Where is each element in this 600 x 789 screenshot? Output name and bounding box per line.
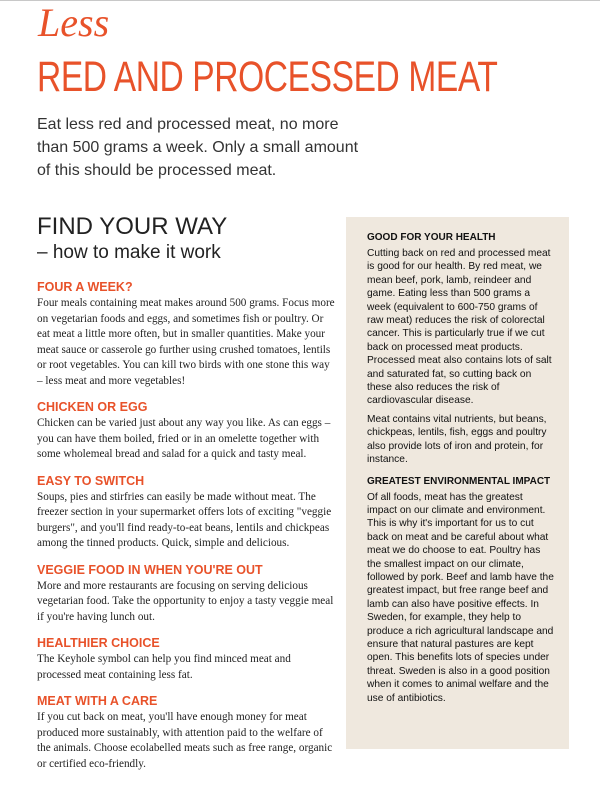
tip-chicken-or-egg — [37, 399, 335, 463]
tip-body: Four meals containing meat makes around 500 grams. Focus more on vegetarian foods and eggs, and sometimes fish or poultry. Or eat meat a little more often, but in smaller quantities. Make your meat sauce or casserole go further using crushed tomatoes, lentils or root vegetables. You can kill two birds with one stone this way – less meat and more vegetables! — [37, 297, 335, 387]
intro-text: Eat less red and processed meat, no more than 500 grams a week. Only a small amount of this should be processed meat. — [37, 116, 359, 179]
kicker: Less — [38, 0, 110, 45]
health-paragraph: Cutting back on red and processed meat is good for our health. By red meat, we mean beef, pork, lamb, reindeer and game. Eating less than 500 grams a week (equivalent to 600-750 grams of raw meat) reduces the risk of colorectal cancer. This is particularly true if we cut back on processed meat products. Processed meat also contains lots of salt and saturated fat, so cutting back on these also reduces the risk of cardiovascular disease. — [367, 248, 552, 407]
tip-title: VEGGIE FOOD IN WHEN YOU'RE OUT — [37, 562, 263, 577]
health-paragraph: Meat contains vital nutrients, but beans, chickpeas, lentils, fish, eggs and poultry also provide lots of iron and protein, for instance. — [367, 413, 547, 466]
tip-meat-with-care — [37, 693, 335, 772]
tip-title: FOUR A WEEK? — [37, 280, 133, 294]
tip-body: If you cut back on meat, you'll have enough money for meat produced more sustainably, with attention paid to the welfare of the animals. Choose ecolabelled meats such as free range, organic or certified eco-friendly. — [37, 711, 333, 770]
section-subheading: – how to make it work — [37, 242, 221, 263]
tip-body: More and more restaurants are focusing on serving delicious vegetarian food. Take the opportunity to enjoy a tasty veggie meal if you're having lunch out. — [37, 579, 334, 623]
tip-title: HEALTHIER CHOICE — [37, 636, 160, 650]
environment-paragraph: Of all foods, meat has the greatest impact on our climate and environment. This is why it's important for us to cut back on meat and be careful about what meat we do choose to eat. Poultry has the smallest impact on our climate, followed by pork. Beef and lamb have the greatest impact, but free range beef and lamb can also have positive effects. In Sweden, for example, they help to produce a rich agricultural landscape and ensure that natural pastures are kept open. This benefits lots of species under threat. Sweden is also in a good position when it comes to animal welfare and the use of antibiotics. — [367, 491, 554, 704]
tip-body: Chicken can be varied just about any way you like. As can eggs – you can have them boiled, fried or in an omelette together with some wholemeal bread and salad for a quick and tasty meal. — [37, 417, 331, 460]
tip-title: CHICKEN OR EGG — [37, 400, 148, 414]
tip-four-a-week — [37, 279, 335, 389]
left-column — [37, 213, 335, 782]
tip-veggie-food-out — [37, 562, 335, 626]
tip-title: EASY TO SWITCH — [37, 473, 145, 488]
tip-title: MEAT WITH A CARE — [37, 694, 158, 708]
tip-easy-to-switch — [37, 473, 335, 552]
tip-healthier-choice — [37, 635, 335, 683]
page-title: RED AND PROCESSED MEAT — [37, 53, 498, 101]
section-heading: FIND YOUR WAY — [37, 213, 228, 240]
tip-body: The Keyhole symbol can help you find minced meat and processed meat containing less fat. — [37, 653, 291, 681]
tip-body: Soups, pies and stirfries can easily be made without meat. The freezer section in your supermarket offers lots of exciting "veggie burgers", and you'll find ready-to-eat beans, lentils and chickpeas among the tinned products. Quick, simple and delicious. — [37, 490, 332, 549]
info-sidebar — [346, 217, 569, 749]
environment-title: GREATEST ENVIRONMENTAL IMPACT — [367, 475, 551, 487]
health-title: GOOD FOR YOUR HEALTH — [367, 232, 496, 243]
